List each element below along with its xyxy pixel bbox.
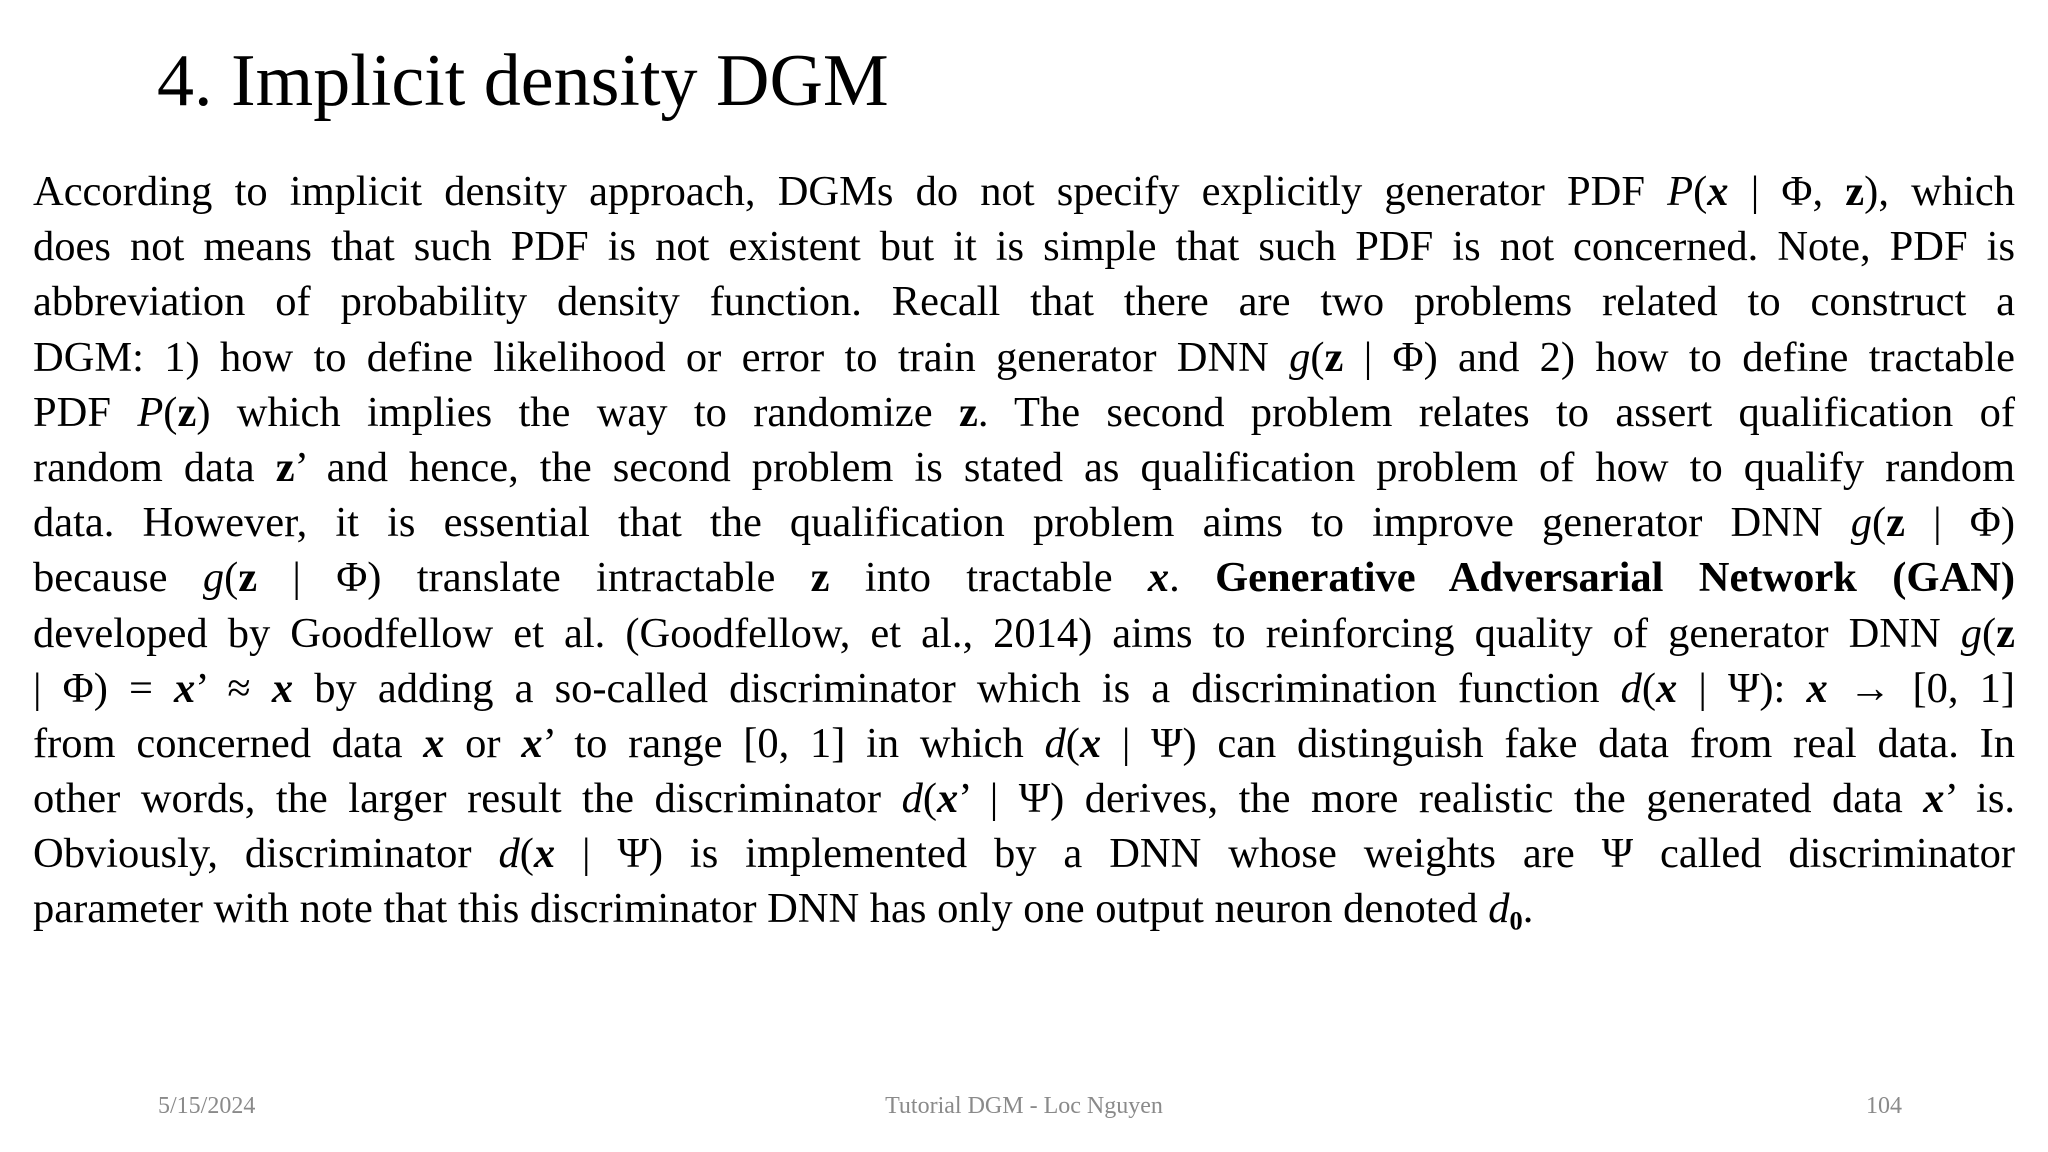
text-run: ( <box>1871 499 1887 547</box>
body-line <box>33 385 2015 440</box>
text-run: | Φ) and 2) how to define tractable <box>1343 333 2015 381</box>
body-line <box>33 495 2015 550</box>
slide-title: 4. Implicit density DGM <box>157 40 889 122</box>
body-line <box>33 826 2015 881</box>
body-line <box>33 606 2015 661</box>
text-run: developed by Goodfellow et al. (Goodfellow, et al., 2014) aims to reinforcing quality of generator DNN <box>33 609 1961 657</box>
text-run: | Ψ) can distinguish fake data from real data. In <box>1101 719 2015 767</box>
body-line <box>33 440 2015 495</box>
body-paragraph <box>33 164 2015 937</box>
italic-run: g <box>202 554 225 602</box>
body-line <box>33 881 2015 936</box>
italic-run: g <box>1289 333 1311 381</box>
text-run: DGM: 1) how to define likelihood or error to train generator DNN <box>33 333 1290 381</box>
text-run: According to implicit density approach, DGMs do not specify explicitly generator PDF <box>33 168 1668 215</box>
bold-italic-run: x <box>423 719 445 767</box>
bold-italic-run: x <box>174 664 196 712</box>
body-line <box>33 771 2015 826</box>
bold-run: z <box>1996 609 2015 657</box>
text-run: ( <box>1641 664 1657 712</box>
text-run: ’ to range [0, 1] in which <box>542 719 1045 767</box>
text-run: ’ and hence, the second problem is stated as qualification problem of how to qualify random <box>294 443 2016 491</box>
text-run: ’ ≈ <box>195 664 272 712</box>
text-run: Obviously, discriminator <box>33 830 499 878</box>
italic-run: d <box>498 830 520 878</box>
text-run: ( <box>224 554 239 602</box>
bold-italic-run: x <box>1656 664 1678 712</box>
text-run: ), which <box>1864 168 2015 215</box>
text-run: | Φ, <box>1728 168 1846 215</box>
italic-run: g <box>1960 609 1982 657</box>
italic-run: d <box>901 775 923 823</box>
text-run: does not means that such PDF is not existent but it is simple that such PDF is not concerned. Note, PDF is <box>33 223 2015 271</box>
body-line <box>33 330 2015 385</box>
footer-page-number: 104 <box>1866 1093 1902 1119</box>
bold-run: z <box>958 388 978 436</box>
bold-run: z <box>177 388 197 436</box>
text-run: abbreviation of probability density function. Recall that there are two problems related to construct a <box>33 278 2015 326</box>
bold-italic-run: x <box>1707 168 1729 215</box>
italic-run: g <box>1850 499 1872 547</box>
bold-run: z <box>275 443 295 491</box>
text-run: random data <box>33 443 276 491</box>
text-run: ( <box>1981 609 1997 657</box>
body-line <box>33 716 2015 771</box>
footer-date: 5/15/2024 <box>158 1093 256 1119</box>
text-run: . <box>1169 554 1216 602</box>
text-run: parameter with note that this discriminator DNN has only one output neuron denoted <box>33 885 1489 933</box>
text-run: or <box>444 719 522 767</box>
text-run: other words, the larger result the discriminator <box>33 775 902 823</box>
text-run: PDF <box>33 388 138 436</box>
bold-run: z <box>810 554 830 602</box>
body-line <box>33 661 2015 716</box>
text-run: | Ψ) is implemented by a DNN whose weights are Ψ called discriminator <box>555 830 2015 878</box>
bold-italic-run: x <box>533 830 556 878</box>
text-run: because <box>33 554 203 602</box>
text-run: data. However, it is essential that the qualification problem aims to improve generator DNN <box>33 499 1851 547</box>
text-run: → [0, 1] <box>1827 664 2015 712</box>
subscript-run: 0 <box>1509 906 1523 936</box>
text-run: ( <box>1693 168 1708 215</box>
bold-run: z <box>1886 499 1906 547</box>
footer-title: Tutorial DGM - Loc Nguyen <box>885 1093 1163 1119</box>
italic-run: d <box>1620 664 1642 712</box>
text-run: | Ψ): <box>1677 664 1807 712</box>
bold-run: Generative Adversarial Network (GAN) <box>1215 554 2015 602</box>
text-run: into tractable <box>829 554 1148 602</box>
body-line <box>33 550 2015 605</box>
body-line <box>33 219 2015 274</box>
italic-run: d <box>1044 719 1066 767</box>
bold-italic-run: x <box>1079 719 1102 767</box>
bold-run: z <box>1324 333 1344 381</box>
text-run: | Φ) <box>1905 499 2015 547</box>
text-run: ) which implies the way to randomize <box>196 388 959 436</box>
text-run: ’ is. <box>1944 775 2015 823</box>
text-run: . <box>1522 885 1534 933</box>
bold-italic-run: x <box>1806 664 1828 712</box>
text-run: | Φ) translate intractable <box>257 554 811 602</box>
text-run: ( <box>1310 333 1325 381</box>
bold-italic-run: x <box>936 775 959 823</box>
text-run: | Φ) = <box>33 664 175 712</box>
italic-run: P <box>1667 168 1694 215</box>
text-run: by adding a so-called discriminator which is a discrimination function <box>293 664 1621 712</box>
body-line <box>33 164 2015 219</box>
text-run: ( <box>163 388 178 436</box>
bold-italic-run: x <box>521 719 543 767</box>
bold-run: z <box>238 554 258 602</box>
body-line <box>33 274 2015 329</box>
italic-run: d <box>1488 885 1510 933</box>
text-run: from concerned data <box>33 719 424 767</box>
bold-italic-run: x <box>1923 775 1945 823</box>
text-run: . The second problem relates to assert qualification of <box>977 388 2015 436</box>
bold-italic-run: x <box>271 664 294 712</box>
text-run: ’ | Ψ) derives, the more realistic the generated data <box>958 775 1924 823</box>
bold-italic-run: x <box>1147 554 1170 602</box>
text-run: ( <box>922 775 937 823</box>
italic-run: P <box>137 388 164 436</box>
bold-run: z <box>1845 168 1865 215</box>
text-run: ( <box>1065 719 1080 767</box>
text-run: ( <box>519 830 534 878</box>
